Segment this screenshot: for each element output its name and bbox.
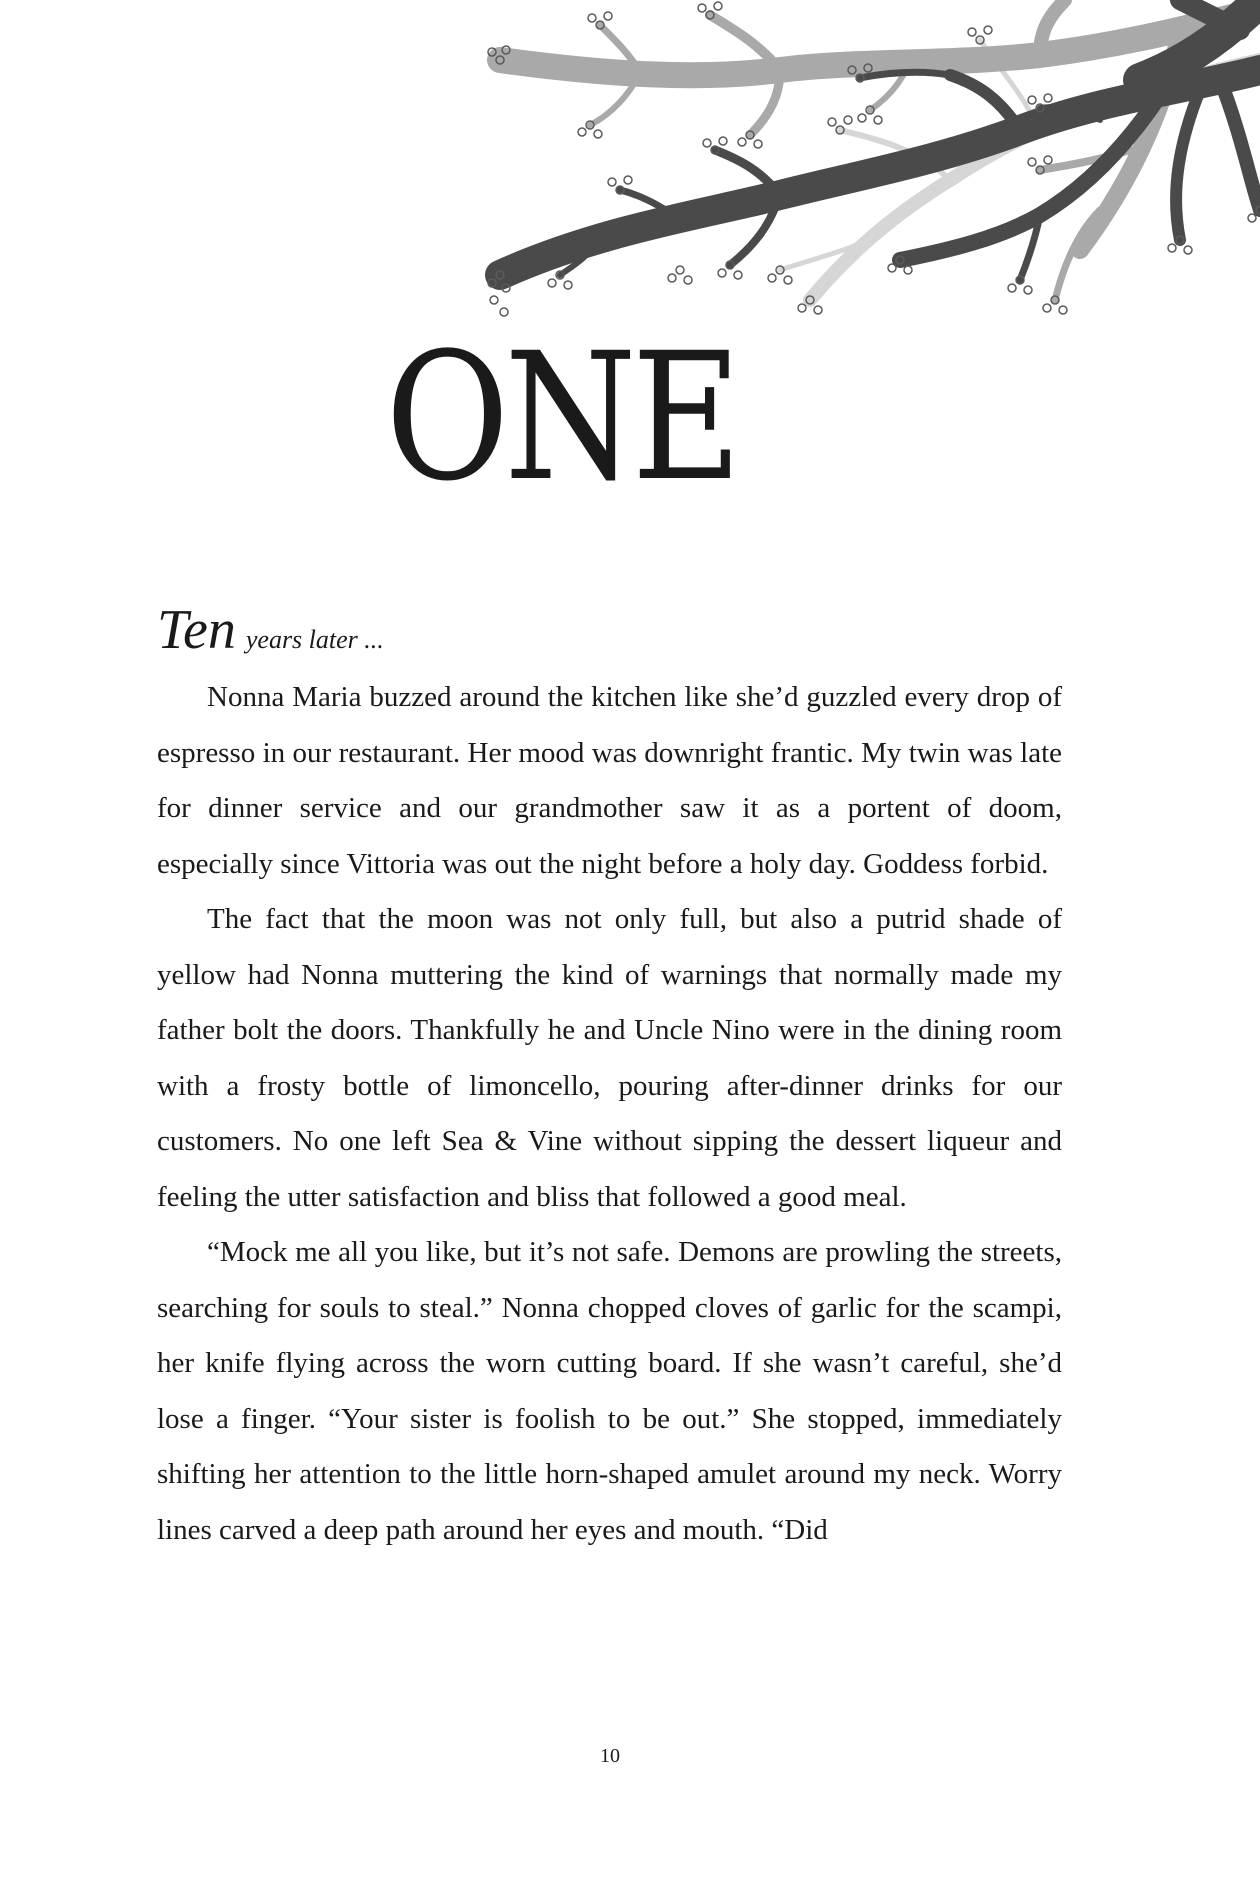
paragraph-3: “Mock me all you like, but it’s not safe. Demons are prowling the streets, searching for souls to steal.” Nonna chopped cloves of garlic for the scampi, her knife flying across the worn cutting board. If she wasn’t careful, she’d lose a finger. “Your sister is foolish to be out.” She stopped, immediately shifting her attention to the little horn-shaped amulet around my neck. Worry lines carved a deep path around her eyes and mouth. “Did xyxy=(157,1236,1062,1546)
light-branches xyxy=(500,0,1260,300)
tree-branch-illustration xyxy=(480,0,1260,350)
paragraph-2: The fact that the moon was not only full, but also a putrid shade of yellow had Nonna muttering the kind of warnings that normally made my father bolt the doors. Thankfully he and Uncle Nino were in the dining room with a frosty bottle of limoncello, pouring after-dinner drinks for our customers. No one left Sea & Vine without sipping the dessert liqueur and feeling the utter satisfaction and bliss that followed a good meal. xyxy=(157,903,1062,1213)
page-number: 10 xyxy=(600,1745,620,1767)
paragraph-1: Nonna Maria buzzed around the kitchen like she’d guzzled every drop of espresso in our restaurant. Her mood was downright frantic. My twin was late for dinner service and our grandmother saw it as a portent of doom, especially since Vittoria was out the night before a holy day. Goddess forbid. xyxy=(157,681,1062,880)
section-intro xyxy=(157,598,384,662)
body-text xyxy=(157,670,1062,1558)
intro-lead-word: Ten xyxy=(157,599,236,661)
intro-subtitle: years later ... xyxy=(245,625,384,654)
chapter-title: ONE xyxy=(385,315,737,520)
